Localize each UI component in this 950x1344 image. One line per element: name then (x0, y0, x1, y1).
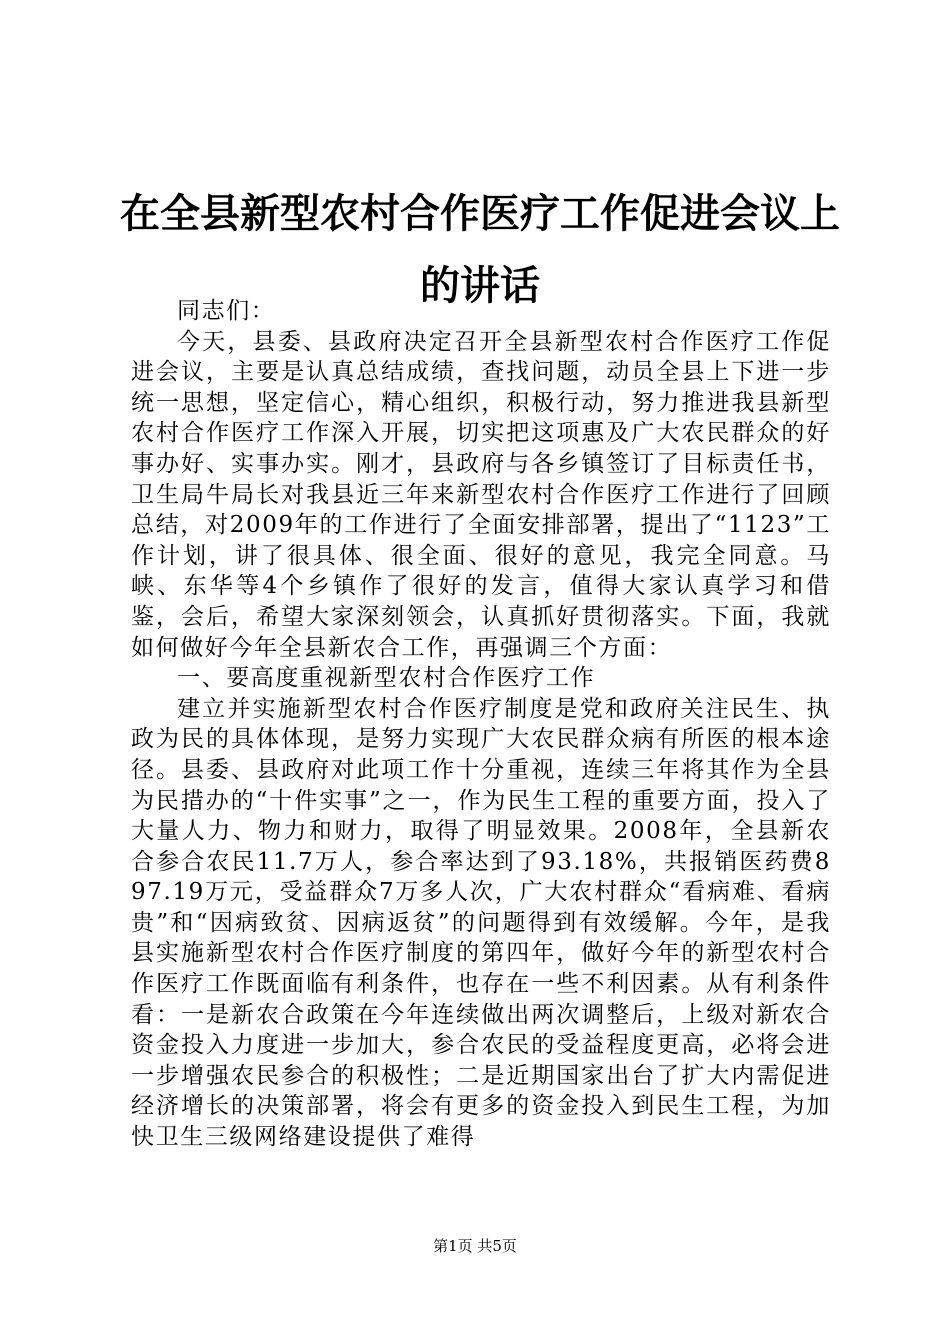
page-footer: 第1页 共5页 (433, 1237, 517, 1255)
page-title: 在全县新型农村合作医疗工作促进会议上的讲话 (120, 190, 840, 309)
section-heading-1: 一、要高度重视新型农村合作医疗工作 (177, 665, 596, 692)
paragraph-section-1: 建立并实施新型农村合作医疗制度是党和政府关注民生、执政为民的具体体现，是努力实现广大农民群众病有所医的根本途径。县委、县政府对此项工作十分重视，连续三年将其作为全县为民措办的“十件实事”之一，作为民生工程的重要方面，投入了大量人力、物力和财力，取得了明显效果。2008年，全县新农合参合农民11.7万人，参合率达到了93.18%，共报销医药费897.19万元，受益群众7万多人次，广大农村群众“看病难、看病贵”和“因病致贫、因病返贫”的问题得到有效缓解。今年，是我县实施新型农村合作医疗制度的第四年，做好今年的新型农村合作医疗工作既面临有利条件，也存在一些不利因素。从有利条件看：一是新农合政策在今年连续做出两次调整后，上级对新农合资金投入力度进一步加大，参合农民的受益程度更高，必将会进一步增强农民参合的积极性；二是近期国家出台了扩大内需促进经济增长的决策部署，将会有更多的资金投入到民生工程，为加快卫生三级网络建设提供了难得 (131, 695, 831, 1151)
paragraph-intro: 今天，县委、县政府决定召开全县新型农村合作医疗工作促进会议，主要是认真总结成绩，查找问题，动员全县上下进一步统一思想，坚定信心，精心组织，积极行动，努力推进我县新型农村合作医疗工作深入开展，切实把这项惠及广大农民群众的好事办好、实事办实。刚才，县政府与各乡镇签订了目标责任书，卫生局牛局长对我县近三年来新型农村合作医疗工作进行了回顾总结，对2009年的工作进行了全面安排部署，提出了“1123”工作计划，讲了很具体、很全面、很好的意见，我完全同意。马峡、东华等4个乡镇作了很好的发言，值得大家认真学习和借鉴，会后，希望大家深刻领会，认真抓好贯彻落实。下面，我就如何做好今年全县新农合工作，再强调三个方面： (131, 328, 831, 661)
document-body (131, 296, 831, 1153)
salutation: 同志们： (177, 298, 276, 324)
